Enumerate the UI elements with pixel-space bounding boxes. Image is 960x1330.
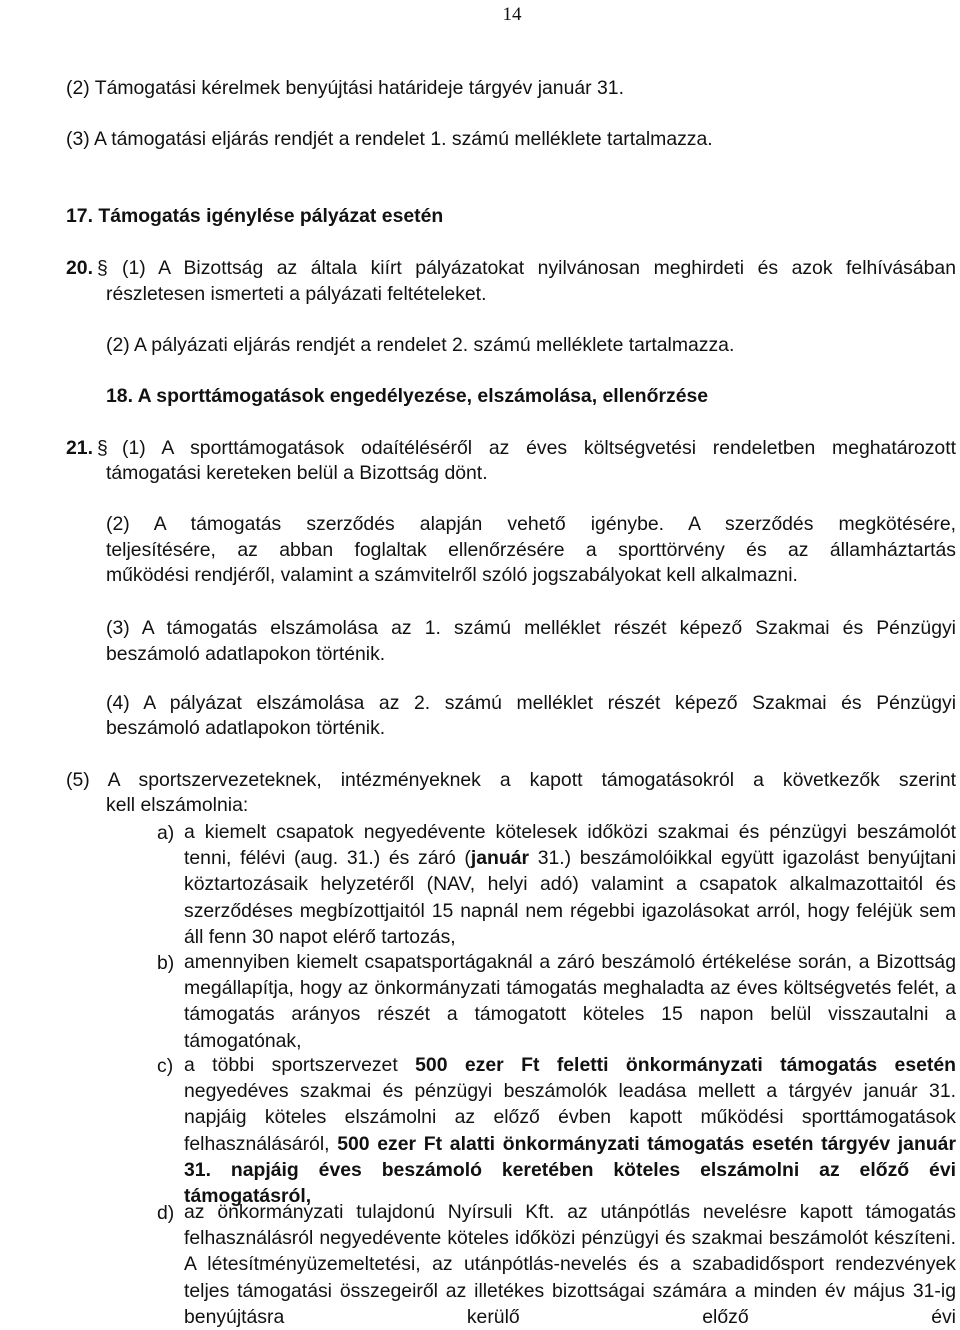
- section-21-number: 21.: [66, 437, 93, 459]
- section-20-symbol: §: [97, 257, 108, 279]
- section-20-text-2: részletesen ismerteti a pályázati feltételeket.: [106, 283, 487, 305]
- item-b-label: b): [157, 952, 175, 974]
- page-number: 14: [502, 4, 522, 25]
- item-a-bold: január: [470, 847, 530, 870]
- section-21-symbol: §: [97, 437, 108, 459]
- paragraph-2: (2) Támogatási kérelmek benyújtási határideje tárgyév január 31.: [66, 77, 624, 99]
- section-20-number: 20.: [66, 257, 93, 279]
- section-21-text-1: (1) A sporttámogatások odaítéléséről az éves költségvetési rendeletben meghatározott: [122, 437, 956, 459]
- section-21-p3-line-1: (3) A támogatás elszámolása az 1. számú melléklet részét képező Szakmai és Pénzügyi: [106, 617, 956, 639]
- section-21-p3-line-2: beszámoló adatlapokon történik.: [106, 643, 386, 665]
- section-21-p4-line-2: beszámoló adatlapokon történik.: [106, 717, 386, 739]
- item-d-text: az önkormányzati tulajdonú Nyírsuli Kft. az utánpótlás nevelésre kapott támogatás felhasználásról negyedévente köteles időközi pénzügyi és szakmai beszámolót készíteni. A létesítményüzemeltetési, az utánpótlás-nevelés és a szabadidősport rendezvények teljes támogatási összegeiről az illetékes bizottságai számára a minden év május 31-ig benyújtásra kerülő előző évi: [184, 1201, 956, 1328]
- heading-17: 17. Támogatás igénylése pályázat esetén: [66, 205, 444, 227]
- item-c-text: a többi sportszervezet 500 ezer Ft feletti önkormányzati támogatás esetén negyedéves szakmai és pénzügyi beszámolók leadása mellett a tárgyév január 31. napjáig köteles elszámolni az előző évben kapott működési sporttámogatások felhasználásáról, 500 ezer Ft alatti önkormányzati támogatás esetén tárgyév január 31. napjáig éves beszámoló keretében köteles elszámolni az előző évi támogatásról,: [184, 1054, 956, 1208]
- paragraph-3: (3) A támogatási eljárás rendjét a rendelet 1. számú melléklete tartalmazza.: [66, 128, 713, 150]
- item-a-label: a): [157, 822, 175, 844]
- section-21-text-2: támogatási kereteken belül a Bizottság dönt.: [106, 462, 488, 484]
- section-20-text-1: (1) A Bizottság az általa kiírt pályázatokat nyilvánosan meghirdeti és azok felhívásában: [122, 257, 956, 279]
- item-d-label: d): [157, 1202, 175, 1224]
- section-21-p2-line-3: működési rendjéről, valamint a számvitelről szóló jogszabályokat kell alkalmazni.: [106, 564, 798, 586]
- item-c-bold-2: 500 ezer Ft alatti önkormányzati támogatás esetén tárgyév január 31. napjáig éves beszámoló keretében köteles elszámolni az előző évi támogatásról,: [184, 1132, 956, 1208]
- section-21-p2-line-1: (2) A támogatás szerződés alapján vehető igénybe. A szerződés megkötésére,: [106, 513, 956, 535]
- item-b-text: amennyiben kiemelt csapatsportágaknál a záró beszámoló értékelése során, a Bizottság megállapítja, hogy az önkormányzati támogatás meghaladta az éves költségvetés felét, a támogatás arányos részét a támogatott köteles 15 napon belül visszautalni a támogatónak,: [184, 951, 956, 1052]
- item-c-bold-1: 500 ezer Ft feletti önkormányzati támogatás esetén: [415, 1054, 956, 1076]
- section-21-p5-line-2: kell elszámolnia:: [106, 794, 249, 816]
- section-21-p4-line-1: (4) A pályázat elszámolása az 2. számú melléklet részét képező Szakmai és Pénzügyi: [106, 692, 956, 714]
- section-20-paragraph-2: (2) A pályázati eljárás rendjét a rendelet 2. számú melléklete tartalmazza.: [106, 334, 735, 356]
- heading-18: 18. A sporttámogatások engedélyezése, elszámolása, ellenőrzése: [106, 385, 709, 407]
- item-c-label: c): [157, 1055, 174, 1077]
- section-21-p5-line-1: (5) A sportszervezeteknek, intézményeknek a kapott támogatásokról a következők szerint: [66, 769, 956, 791]
- section-21-p2-line-2: teljesítésére, az abban foglaltak ellenőrzésére a sporttörvény és az államháztartás: [106, 539, 956, 561]
- item-a-text: a kiemelt csapatok negyedévente kötelesek időközi szakmai és pénzügyi beszámolót tenni, félévi (aug. 31.) és záró (január 31.) beszámolóikkal együtt igazolást benyújtani köztartozásaik helyzetéről (NAV, helyi adó) valamint a csapatok alkalmazottaitól és szerződéses megbízottjaitól 15 napnál nem régebbi igazolásokat arról, hogy feléjük sem áll fenn 30 napot elérő tartozás,: [184, 821, 957, 948]
